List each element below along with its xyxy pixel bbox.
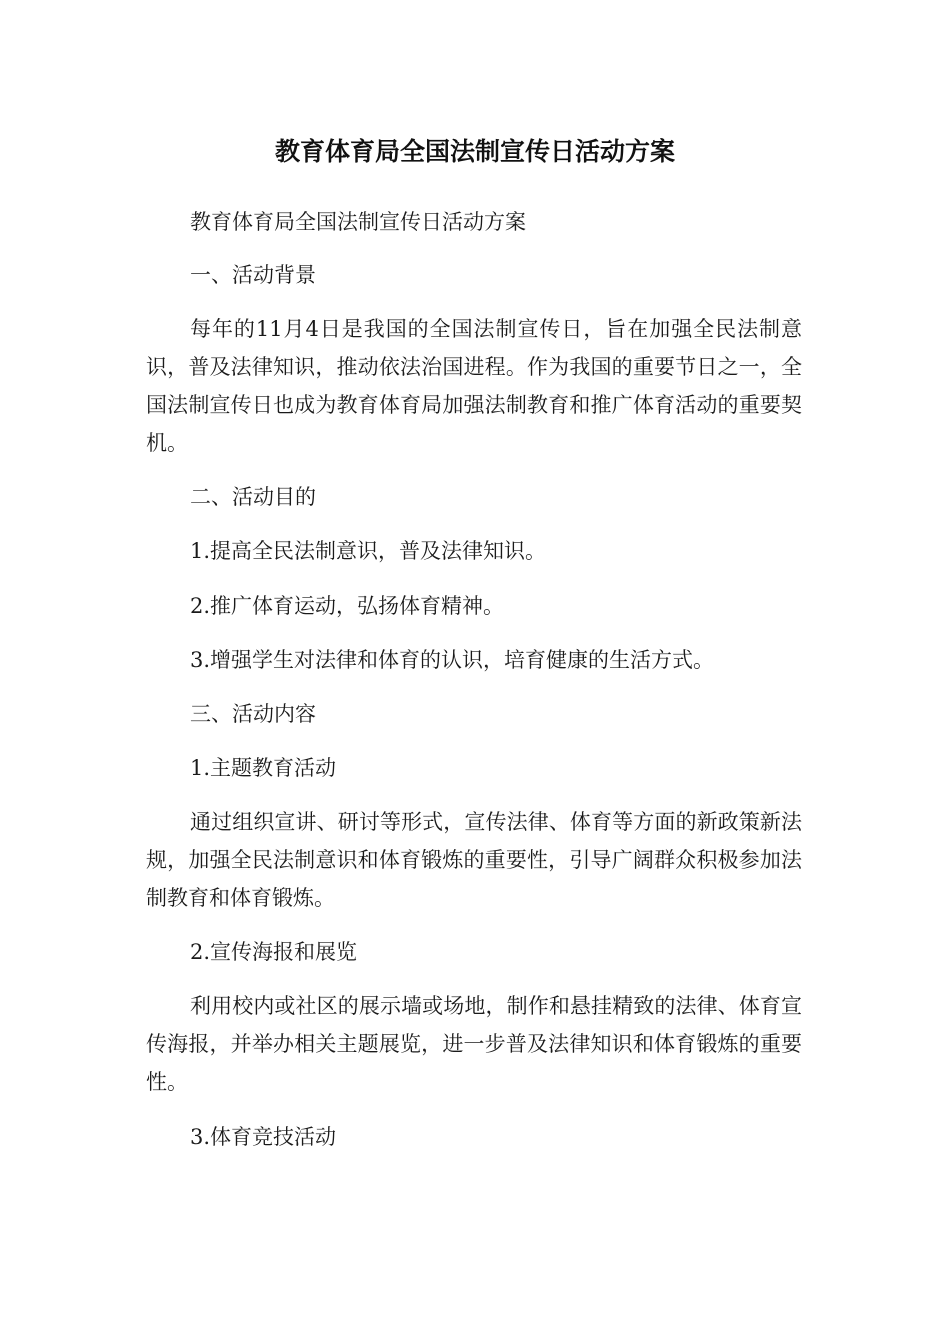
paragraph-subtitle: 教育体育局全国法制宣传日活动方案: [190, 210, 526, 234]
section-heading-purpose: 二、活动目的: [190, 485, 316, 509]
subheading-theme-education: 1.主题教育活动: [190, 756, 337, 780]
list-item-purpose-1: 1.提高全民法制意识，普及法律知识。: [190, 539, 547, 563]
document-title: 教育体育局全国法制宣传日活动方案: [274, 137, 675, 166]
section-heading-content: 三、活动内容: [190, 702, 316, 726]
subheading-sports-competition: 3.体育竞技活动: [190, 1125, 337, 1149]
subheading-posters-exhibition: 2.宣传海报和展览: [190, 940, 358, 964]
paragraph-background: 每年的11月4日是我国的全国法制宣传日，旨在加强全民法制意识，普及法律知识，推动依法治国进程。作为我国的重要节日之一，全国法制宣传日也成为教育体育局加强法制教育和推广体育活动的重要契机。: [146, 317, 802, 455]
section-heading-background: 一、活动背景: [190, 263, 316, 287]
paragraph-theme-education: 通过组织宣讲、研讨等形式，宣传法律、体育等方面的新政策新法规，加强全民法制意识和体育锻炼的重要性，引导广阔群众积极参加法制教育和体育锻炼。: [146, 810, 802, 910]
list-item-purpose-3: 3.增强学生对法律和体育的认识，培育健康的生活方式。: [190, 648, 715, 672]
list-item-purpose-2: 2.推广体育运动，弘扬体育精神。: [190, 594, 505, 618]
paragraph-posters-exhibition: 利用校内或社区的展示墙或场地，制作和悬挂精致的法律、体育宣传海报，并举办相关主题展览，进一步普及法律知识和体育锻炼的重要性。: [146, 994, 802, 1094]
